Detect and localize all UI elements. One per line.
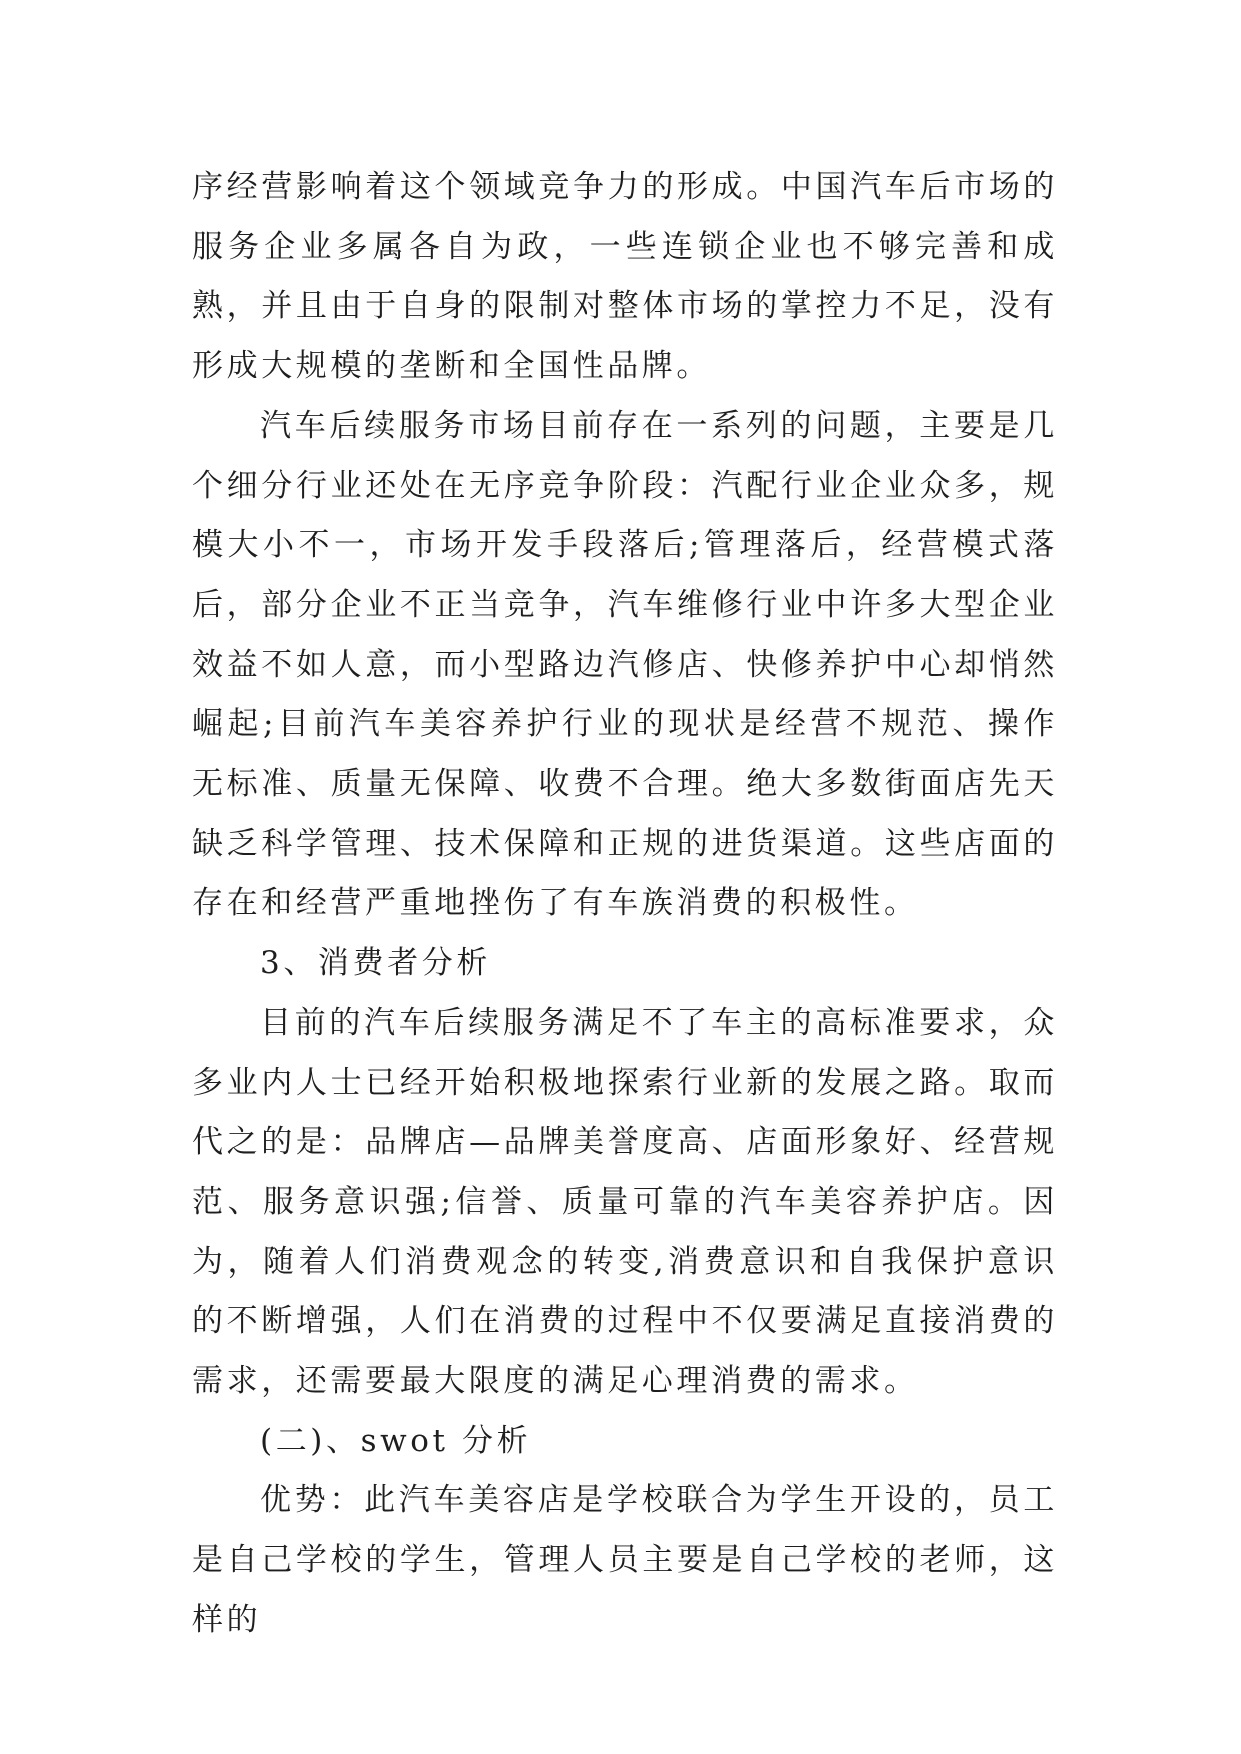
paragraph-market-problems: 汽车后续服务市场目前存在一系列的问题，主要是几个细分行业还处在无序竞争阶段：汽配行业企业众多，规模大小不一，市场开发手段落后;管理落后，经营模式落后，部分企业不正当竞争，汽车维修行业中许多大型企业效益不如人意，而小型路边汽修店、快修养护中心却悄然崛起;目前汽车美容养护行业的现状是经营不规范、操作无标准、质量无保障、收费不合理。绝大多数街面店先天缺乏科学管理、技术保障和正规的进货渠道。这些店面的存在和经营严重地挫伤了有车族消费的积极性。 [192, 407, 1058, 922]
paragraph-continuation: 序经营影响着这个领域竞争力的形成。中国汽车后市场的服务企业多属各自为政，一些连锁企业也不够完善和成熟，并且由于自身的限制对整体市场的掌控力不足，没有形成大规模的垄断和全国性品牌。 [192, 169, 1058, 385]
paragraph-consumer-analysis: 目前的汽车后续服务满足不了车主的高标准要求，众多业内人士已经开始积极地探索行业新的发展之路。取而代之的是：品牌店—品牌美誉度高、店面形象好、经营规范、服务意识强;信誉、质量可靠的汽车美容养护店。因为，随着人们消费观念的转变,消费意识和自我保护意识的不断增强，人们在消费的过程中不仅要满足直接消费的需求，还需要最大限度的满足心理消费的需求。 [192, 1004, 1058, 1400]
body-text [192, 158, 1058, 1651]
section-heading-swot: (二)、swot 分析 [260, 1422, 532, 1459]
paragraph-strengths: 优势：此汽车美容店是学校联合为学生开设的，员工是自己学校的学生，管理人员主要是自己学校的老师，这样的 [192, 1482, 1058, 1638]
section-heading-consumer-analysis: 3、消费者分析 [260, 945, 491, 982]
